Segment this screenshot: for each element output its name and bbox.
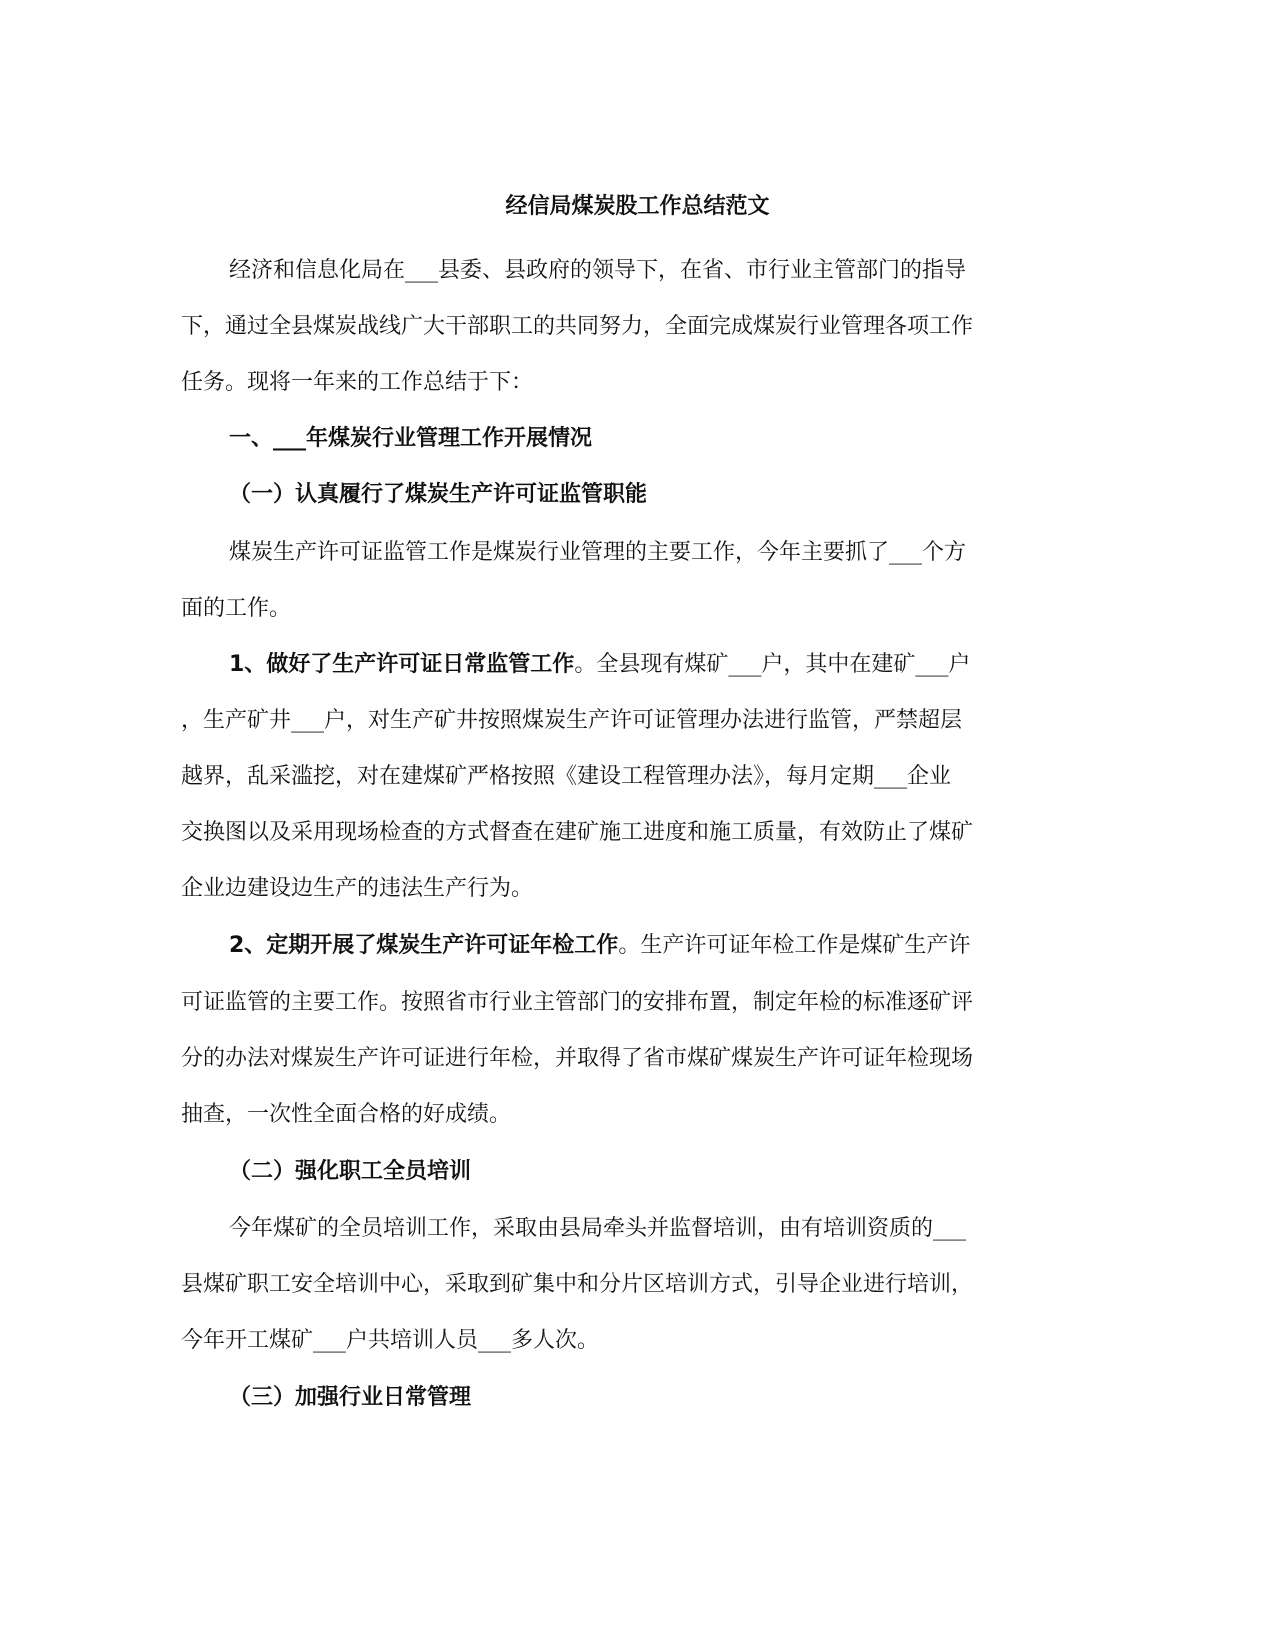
- paragraph-line: 经济和信息化局在___县委、县政府的领导下，在省、市行业主管部门的指导: [229, 258, 967, 283]
- item-text: 。全县现有煤矿___户，其中在建矿___户: [574, 652, 971, 677]
- document-title: 经信局煤炭股工作总结范文: [505, 194, 770, 219]
- item-text: 。生产许可证年检工作是煤矿生产许: [618, 933, 971, 958]
- paragraph-line: 越界，乱采滥挖，对在建煤矿严格按照《建设工程管理办法》，每月定期___企业: [181, 764, 952, 789]
- item-heading: 1、做好了生产许可证日常监管工作: [229, 652, 575, 677]
- paragraph-line: 企业边建设边生产的违法生产行为。: [181, 876, 534, 901]
- paragraph-line: 可证监管的主要工作。按照省市行业主管部门的安排布置，制定年检的标准逐矿评: [181, 990, 974, 1015]
- paragraph-line: 面的工作。: [181, 596, 292, 621]
- paragraph-line: 分的办法对煤炭生产许可证进行年检，并取得了省市煤矿煤炭生产许可证年检现场: [181, 1046, 974, 1071]
- paragraph-line: ，生产矿井___户，对生产矿井按照煤炭生产许可证管理办法进行监管，严禁超层: [181, 708, 963, 733]
- paragraph-line: 县煤矿职工安全培训中心，采取到矿集中和分片区培训方式，引导企业进行培训，: [181, 1272, 974, 1297]
- subsection-heading: （三）加强行业日常管理: [229, 1385, 472, 1410]
- paragraph-line: 交换图以及采用现场检查的方式督查在建矿施工进度和施工质量，有效防止了煤矿: [181, 820, 974, 845]
- paragraph-line: 抽查，一次性全面合格的好成绩。: [181, 1102, 512, 1127]
- paragraph-line: [229, 931, 970, 961]
- section-heading: 一、___年煤炭行业管理工作开展情况: [229, 426, 593, 451]
- paragraph-line: 今年煤矿的全员培训工作，采取由县局牵头并监督培训，由有培训资质的___: [229, 1216, 967, 1241]
- paragraph-line: 下，通过全县煤炭战线广大干部职工的共同努力，全面完成煤炭行业管理各项工作: [181, 314, 974, 339]
- subsection-heading: （二）强化职工全员培训: [229, 1159, 472, 1184]
- paragraph-line: [229, 650, 970, 680]
- subsection-heading: （一）认真履行了煤炭生产许可证监管职能: [229, 482, 648, 507]
- paragraph-line: 今年开工煤矿___户共培训人员___多人次。: [181, 1328, 600, 1353]
- paragraph-line: 煤炭生产许可证监管工作是煤炭行业管理的主要工作，今年主要抓了___个方: [229, 540, 967, 565]
- paragraph-line: 任务。现将一年来的工作总结于下：: [181, 370, 534, 395]
- item-heading: 2、定期开展了煤炭生产许可证年检工作: [229, 933, 619, 958]
